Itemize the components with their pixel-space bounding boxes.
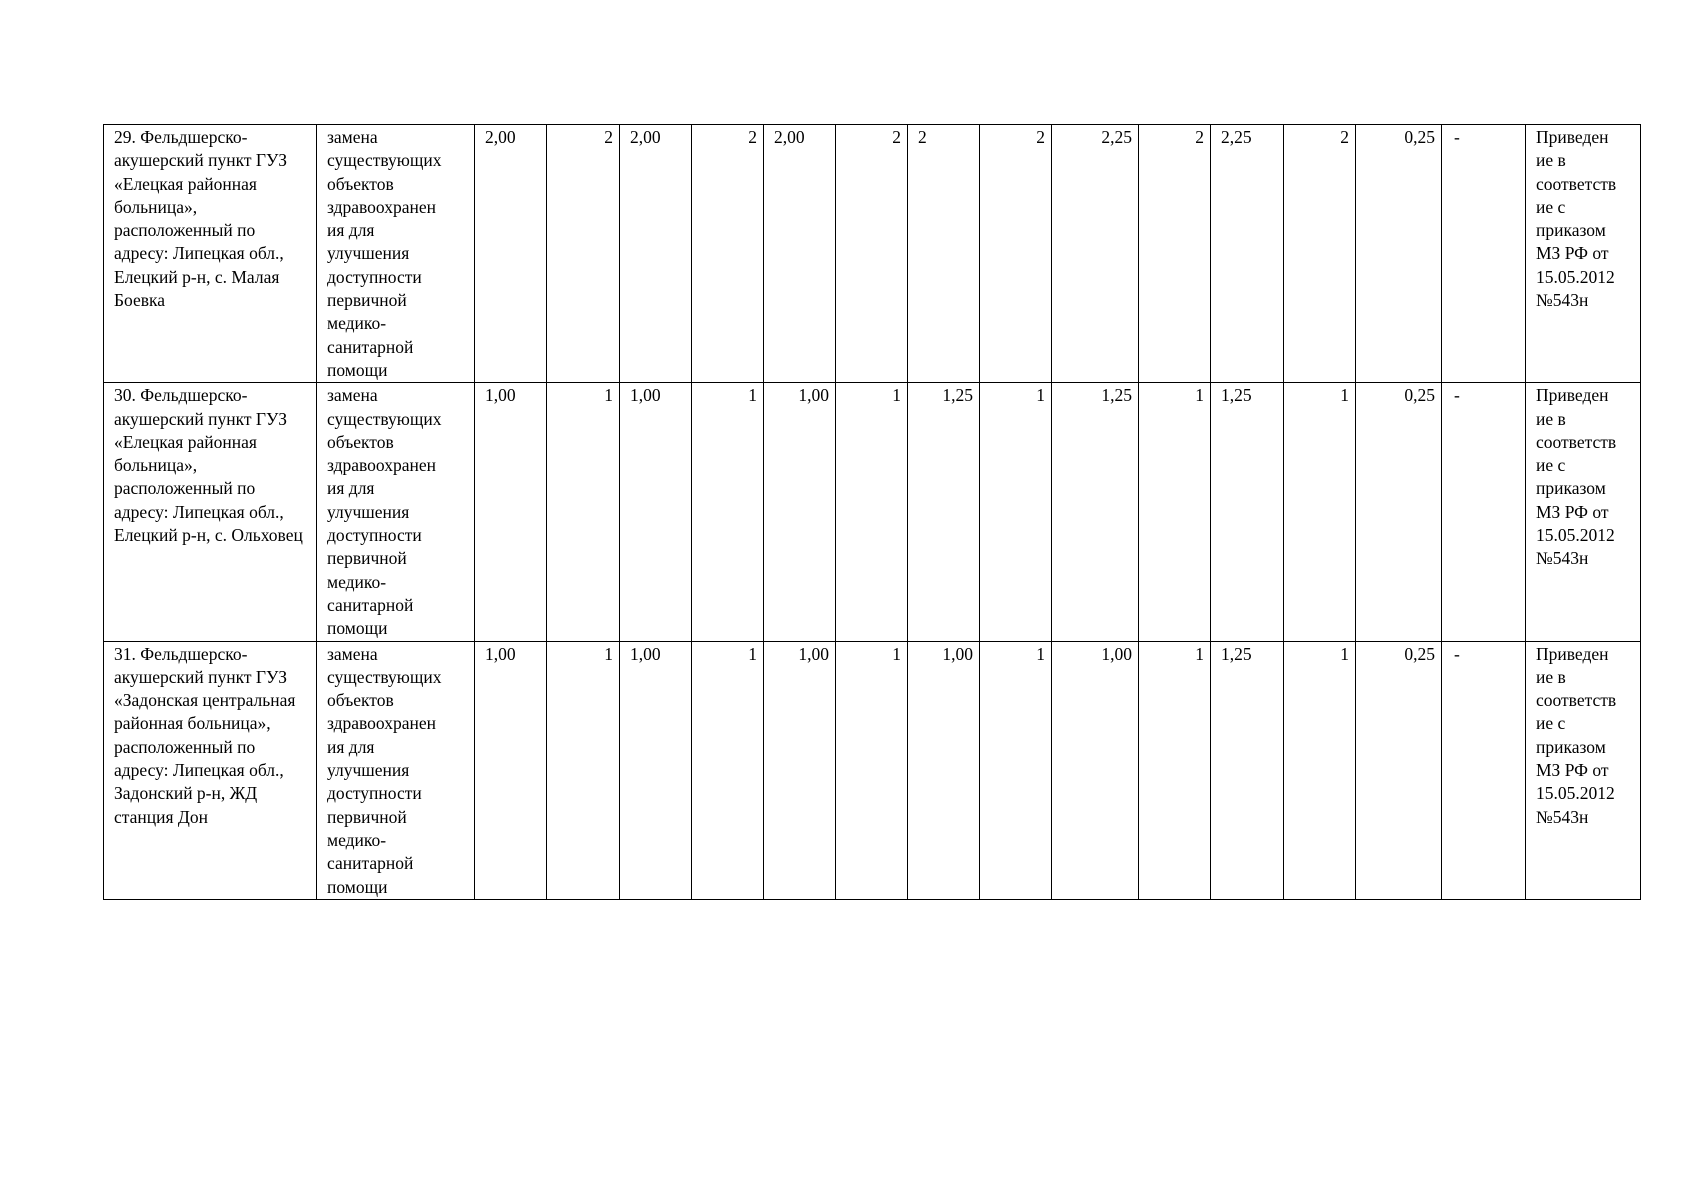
count-cell: 1 [547, 383, 620, 641]
table-row [104, 125, 1641, 383]
count-cell: 1 [692, 383, 764, 641]
facility-cell: 31. Фельдшерско-акушерский пункт ГУЗ «Задонская центральная районная больница», расположенный по адресу: Липецкая обл., Задонский р-н, ЖД станция Дон [104, 641, 317, 899]
value-cell: 1,25 [908, 383, 980, 641]
value-cell: 2,00 [475, 125, 547, 383]
count-cell: 1 [836, 383, 908, 641]
dash-cell: - [1442, 125, 1526, 383]
delta-cell: 0,25 [1356, 641, 1442, 899]
value-cell: 2,00 [764, 125, 836, 383]
count-cell: 1 [980, 641, 1052, 899]
count-cell: 1 [1284, 383, 1356, 641]
count-cell: 1 [692, 641, 764, 899]
count-cell: 1 [1139, 383, 1211, 641]
dash-cell: - [1442, 383, 1526, 641]
count-cell: 1 [836, 641, 908, 899]
value-cell: 1,00 [620, 641, 692, 899]
note-cell: Приведен ие в соответств ие с приказом МЗ РФ от 15.05.2012 №543н [1526, 641, 1641, 899]
count-cell: 2 [692, 125, 764, 383]
note-cell: Приведен ие в соответств ие с приказом МЗ РФ от 15.05.2012 №543н [1526, 125, 1641, 383]
count-cell: 1 [1284, 641, 1356, 899]
value-cell: 1,00 [475, 641, 547, 899]
count-cell: 1 [1139, 641, 1211, 899]
facility-cell: 29. Фельдшерско-акушерский пункт ГУЗ «Елецкая районная больница», расположенный по адресу: Липецкая обл., Елецкий р-н, с. Малая Боевка [104, 125, 317, 383]
count-cell: 2 [1284, 125, 1356, 383]
facilities-table [103, 124, 1641, 900]
count-cell: 2 [980, 125, 1052, 383]
value-cell: 1,00 [1052, 641, 1139, 899]
value-cell: 1,25 [1211, 383, 1284, 641]
table-row [104, 383, 1641, 641]
count-cell: 2 [547, 125, 620, 383]
purpose-cell: замена существующих объектов здравоохранен ия для улучшения доступности первичной медико- санитарной помощи [317, 641, 475, 899]
value-cell: 2,00 [620, 125, 692, 383]
dash-cell: - [1442, 641, 1526, 899]
value-cell: 2,25 [1052, 125, 1139, 383]
delta-cell: 0,25 [1356, 383, 1442, 641]
value-cell: 2,25 [1211, 125, 1284, 383]
value-cell: 1,00 [475, 383, 547, 641]
count-cell: 2 [836, 125, 908, 383]
value-cell: 1,00 [764, 641, 836, 899]
count-cell: 2 [1139, 125, 1211, 383]
purpose-cell: замена существующих объектов здравоохранен ия для улучшения доступности первичной медико- санитарной помощи [317, 383, 475, 641]
table-row [104, 641, 1641, 899]
delta-cell: 0,25 [1356, 125, 1442, 383]
value-cell: 1,00 [620, 383, 692, 641]
value-cell: 1,00 [764, 383, 836, 641]
value-cell: 1,25 [1211, 641, 1284, 899]
facility-cell: 30. Фельдшерско-акушерский пункт ГУЗ «Елецкая районная больница», расположенный по адресу: Липецкая обл., Елецкий р-н, с. Ольховец [104, 383, 317, 641]
value-cell: 1,25 [1052, 383, 1139, 641]
count-cell: 1 [547, 641, 620, 899]
count-cell: 1 [980, 383, 1052, 641]
value-cell: 1,00 [908, 641, 980, 899]
value-cell: 2 [908, 125, 980, 383]
note-cell: Приведен ие в соответств ие с приказом МЗ РФ от 15.05.2012 №543н [1526, 383, 1641, 641]
purpose-cell: замена существующих объектов здравоохранен ия для улучшения доступности первичной медико- санитарной помощи [317, 125, 475, 383]
